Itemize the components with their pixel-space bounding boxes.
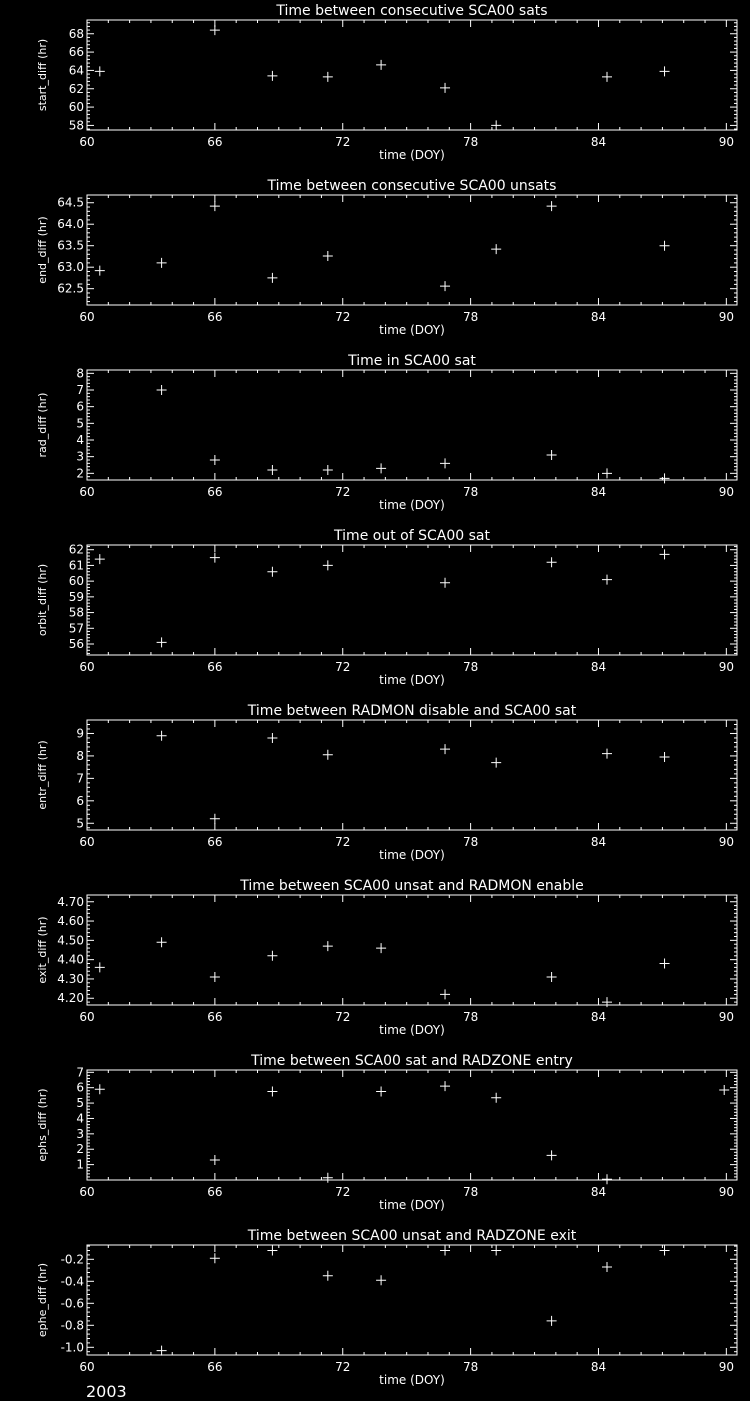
y-tick-label: 59	[68, 589, 84, 604]
y-tick-label: 4	[76, 1111, 84, 1126]
data-point	[440, 578, 450, 588]
data-point	[323, 72, 333, 82]
y-tick-label: 4.50	[57, 933, 84, 948]
data-point	[210, 25, 220, 35]
x-tick-label: 78	[462, 835, 479, 849]
y-tick-label: 63.5	[57, 238, 84, 253]
x-axis-label: time (DOY)	[379, 498, 445, 512]
plot-frame	[87, 20, 737, 130]
x-tick-label: 90	[718, 135, 734, 149]
x-tick-label: 90	[718, 1185, 734, 1199]
y-tick-label: 58	[68, 118, 84, 133]
x-tick-label: 84	[590, 1185, 607, 1199]
y-axis-label: exit_diff (hr)	[36, 916, 49, 984]
data-point	[440, 744, 450, 754]
data-point	[95, 1084, 105, 1094]
x-tick-label: 84	[590, 1010, 607, 1024]
data-point	[267, 1246, 277, 1256]
data-point	[210, 972, 220, 982]
data-point	[719, 1085, 729, 1095]
y-tick-label: 2	[76, 1142, 84, 1157]
plot-frame	[87, 1245, 737, 1355]
data-point	[440, 281, 450, 291]
y-tick-label: 8	[76, 366, 84, 381]
x-tick-label: 66	[207, 485, 223, 499]
y-tick-label: 63.0	[57, 260, 84, 275]
x-tick-label: 66	[207, 1185, 223, 1199]
y-tick-label: 4	[76, 433, 84, 447]
chart-title: Time between SCA00 unsat and RADMON enable	[240, 878, 584, 894]
y-tick-label: 64	[68, 63, 84, 78]
y-axis-label: ephs_diff (hr)	[36, 1088, 49, 1162]
y-tick-label: 68	[68, 26, 84, 41]
x-tick-label: 90	[718, 310, 734, 324]
y-tick-label: 6	[76, 399, 84, 414]
x-tick-label: 90	[718, 835, 734, 849]
data-point	[267, 567, 277, 577]
data-point	[267, 1087, 277, 1097]
x-tick-label: 66	[207, 1360, 223, 1374]
y-tick-label: 7	[76, 1065, 84, 1080]
y-tick-label: 4.70	[57, 894, 84, 909]
x-tick-label: 78	[462, 660, 479, 674]
y-tick-label: -1.0	[60, 1340, 84, 1355]
plot-frame	[87, 720, 737, 830]
x-tick-label: 84	[590, 135, 607, 149]
x-axis-label: time (DOY)	[379, 848, 445, 862]
data-point	[157, 731, 167, 741]
data-point	[210, 553, 220, 563]
x-tick-label: 60	[79, 1185, 95, 1199]
x-tick-label: 78	[462, 310, 479, 324]
x-tick-label: 84	[590, 1360, 607, 1374]
x-axis-label: time (DOY)	[379, 1373, 445, 1387]
data-point	[547, 450, 557, 460]
y-tick-label: 3	[76, 1126, 84, 1141]
plot-frame	[87, 370, 737, 480]
chart-panel-4	[36, 528, 737, 687]
y-tick-label: 61	[68, 558, 84, 573]
y-tick-label: 4.60	[57, 914, 84, 929]
x-tick-label: 90	[718, 1010, 734, 1024]
y-axis-label: start_diff (hr)	[36, 38, 49, 112]
plot-frame	[87, 1070, 737, 1180]
x-tick-label: 72	[335, 310, 351, 324]
data-point	[323, 465, 333, 475]
chart-panel-5	[36, 703, 737, 862]
data-point	[660, 241, 670, 251]
x-tick-label: 78	[462, 135, 479, 149]
y-tick-label: -0.6	[60, 1296, 84, 1311]
x-tick-label: 66	[207, 660, 223, 674]
y-tick-label: -0.2	[60, 1252, 84, 1267]
y-tick-label: 64.0	[57, 217, 84, 232]
data-point	[602, 1174, 612, 1184]
data-point	[267, 465, 277, 475]
chart-title: Time between RADMON disable and SCA00 sat	[247, 703, 577, 719]
x-tick-label: 60	[79, 485, 95, 499]
x-tick-label: 84	[590, 660, 607, 674]
chart-panel-1	[36, 3, 737, 162]
x-axis-label: time (DOY)	[379, 148, 445, 162]
data-point	[440, 989, 450, 999]
data-point	[602, 1262, 612, 1272]
y-tick-label: 5	[76, 816, 84, 831]
data-point	[547, 201, 557, 211]
chart-panel-6	[36, 878, 737, 1037]
x-tick-label: 84	[590, 835, 607, 849]
plot-frame	[87, 545, 737, 655]
chart-panel-2	[36, 178, 737, 337]
data-point	[602, 468, 612, 478]
data-point	[157, 937, 167, 947]
x-tick-label: 60	[79, 835, 95, 849]
y-tick-label: -0.4	[60, 1274, 84, 1289]
data-point	[267, 951, 277, 961]
data-point	[547, 1150, 557, 1160]
data-point	[376, 943, 386, 953]
y-axis-label: orbit_diff (hr)	[36, 563, 49, 637]
data-point	[267, 733, 277, 743]
data-point	[323, 560, 333, 570]
data-point	[95, 962, 105, 972]
x-tick-label: 72	[335, 135, 351, 149]
data-point	[491, 1246, 501, 1256]
x-tick-label: 72	[335, 485, 351, 499]
data-point	[660, 752, 670, 762]
x-tick-label: 90	[718, 1360, 734, 1374]
data-point	[323, 1271, 333, 1281]
data-point	[210, 201, 220, 211]
data-point	[210, 1253, 220, 1263]
y-tick-label: 2	[76, 466, 84, 481]
data-point	[660, 1246, 670, 1256]
y-tick-label: 6	[76, 793, 84, 808]
x-tick-label: 72	[335, 1360, 351, 1374]
x-tick-label: 84	[590, 485, 607, 499]
data-point	[210, 814, 220, 824]
y-tick-label: 5	[76, 416, 84, 431]
chart-title: Time in SCA00 sat	[348, 353, 476, 369]
data-point	[491, 1093, 501, 1103]
x-tick-label: 78	[462, 1185, 479, 1199]
x-axis-label: time (DOY)	[379, 1198, 445, 1212]
data-point	[440, 1246, 450, 1256]
x-tick-label: 90	[718, 485, 734, 499]
x-tick-label: 60	[79, 1010, 95, 1024]
y-tick-label: 58	[68, 605, 84, 620]
x-tick-label: 78	[462, 485, 479, 499]
data-point	[323, 251, 333, 261]
x-axis-label: time (DOY)	[379, 323, 445, 337]
data-point	[660, 549, 670, 559]
x-tick-label: 72	[335, 1185, 351, 1199]
data-point	[491, 244, 501, 254]
y-tick-label: 4.30	[57, 971, 84, 986]
y-tick-label: 3	[76, 449, 84, 464]
data-point	[602, 997, 612, 1007]
data-point	[547, 557, 557, 567]
x-tick-label: 66	[207, 135, 223, 149]
x-axis-label: time (DOY)	[379, 1023, 445, 1037]
year-label: 2003	[86, 1382, 127, 1401]
y-tick-label: 62.5	[57, 281, 84, 296]
y-tick-label: 62	[68, 81, 84, 96]
data-point	[547, 972, 557, 982]
data-point	[376, 1275, 386, 1285]
data-point	[323, 941, 333, 951]
data-point	[157, 1346, 167, 1356]
y-axis-label: rad_diff (hr)	[36, 392, 49, 458]
y-tick-label: 57	[68, 621, 84, 636]
y-tick-label: -0.8	[60, 1318, 84, 1333]
data-point	[660, 959, 670, 969]
plot-frame	[87, 895, 737, 1005]
data-point	[660, 473, 670, 483]
y-tick-label: 4.40	[57, 952, 84, 967]
y-tick-label: 7	[76, 383, 84, 397]
y-tick-label: 60	[68, 100, 84, 115]
data-point	[376, 463, 386, 473]
x-tick-label: 66	[207, 310, 223, 324]
plot-frame	[87, 195, 737, 305]
x-tick-label: 60	[79, 660, 95, 674]
x-tick-label: 66	[207, 1010, 223, 1024]
chart-title: Time between consecutive SCA00 sats	[276, 3, 548, 19]
data-point	[547, 1316, 557, 1326]
y-axis-label: end_diff (hr)	[36, 216, 49, 284]
data-point	[491, 120, 501, 130]
data-point	[440, 458, 450, 468]
data-point	[157, 637, 167, 647]
y-tick-label: 5	[76, 1096, 84, 1111]
data-point	[267, 273, 277, 283]
chart-panel-8	[36, 1228, 737, 1387]
data-point	[491, 758, 501, 768]
x-tick-label: 78	[462, 1010, 479, 1024]
data-point	[602, 575, 612, 585]
x-tick-label: 72	[335, 660, 351, 674]
data-point	[376, 1087, 386, 1097]
y-axis-label: ephe_diff (hr)	[36, 1262, 49, 1338]
x-tick-label: 60	[79, 1360, 95, 1374]
data-point	[440, 1081, 450, 1091]
y-axis-label: entr_diff (hr)	[36, 740, 49, 810]
x-axis-label: time (DOY)	[379, 673, 445, 687]
y-tick-label: 1	[76, 1157, 84, 1172]
data-point	[602, 749, 612, 759]
data-point	[376, 60, 386, 70]
data-point	[210, 1155, 220, 1165]
y-tick-label: 7	[76, 771, 84, 786]
y-tick-label: 4.20	[57, 991, 84, 1006]
x-tick-label: 78	[462, 1360, 479, 1374]
x-tick-label: 72	[335, 835, 351, 849]
data-point	[267, 71, 277, 81]
data-point	[210, 455, 220, 465]
y-tick-label: 8	[76, 748, 84, 763]
y-tick-label: 9	[76, 726, 84, 741]
data-point	[95, 66, 105, 76]
y-tick-label: 60	[68, 574, 84, 589]
x-tick-label: 60	[79, 135, 95, 149]
chart-panel-7	[36, 1053, 737, 1212]
data-point	[157, 258, 167, 268]
data-point	[323, 750, 333, 760]
data-point	[660, 66, 670, 76]
x-tick-label: 72	[335, 1010, 351, 1024]
x-tick-label: 90	[718, 660, 734, 674]
data-point	[95, 554, 105, 564]
data-point	[602, 72, 612, 82]
y-tick-label: 64.5	[57, 195, 84, 210]
chart-title: Time between consecutive SCA00 unsats	[267, 178, 557, 194]
x-tick-label: 66	[207, 835, 223, 849]
y-tick-label: 62	[68, 542, 84, 557]
chart-title: Time between SCA00 sat and RADZONE entry	[251, 1053, 573, 1069]
data-point	[440, 83, 450, 93]
chart-panel-3	[36, 353, 737, 512]
data-point	[157, 385, 167, 395]
y-tick-label: 66	[68, 45, 84, 60]
y-tick-label: 6	[76, 1080, 84, 1095]
chart-title: Time between SCA00 unsat and RADZONE exit	[247, 1228, 577, 1244]
x-tick-label: 84	[590, 310, 607, 324]
chart-title: Time out of SCA00 sat	[334, 528, 490, 544]
data-point	[95, 266, 105, 276]
data-point	[323, 1173, 333, 1183]
y-tick-label: 56	[68, 637, 84, 651]
x-tick-label: 60	[79, 310, 95, 324]
